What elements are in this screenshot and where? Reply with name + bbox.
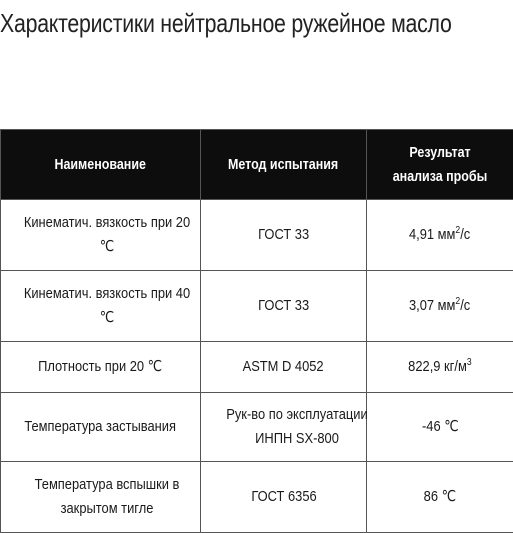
table-row xyxy=(1,271,513,342)
cell-value: 822,9 $кг/м^3$ xyxy=(367,342,513,393)
cell-name: Плотность при 20 ℃ xyxy=(1,342,201,393)
table-row xyxy=(1,200,513,271)
page-title: Характеристики нейтральное ружейное масло xyxy=(0,0,459,46)
table-row xyxy=(1,462,513,533)
header-name: Наименование xyxy=(1,130,201,200)
table-row xyxy=(1,393,513,462)
table-header-row xyxy=(1,130,513,200)
cell-name: Кинематич. вязкость при 20 ℃ xyxy=(1,200,201,271)
cell-method: Рук-во по эксплуатации ИНПН SX-800 xyxy=(201,393,367,462)
cell-value: 86 ℃ xyxy=(367,462,513,533)
cell-value: -46 ℃ xyxy=(367,393,513,462)
cell-method: ГОСТ 6356 xyxy=(201,462,367,533)
cell-method: ГОСТ 33 xyxy=(201,271,367,342)
header-result: Результат анализа пробы xyxy=(367,130,513,200)
cell-name: Температура застывания xyxy=(1,393,201,462)
cell-method: ГОСТ 33 xyxy=(201,200,367,271)
header-method: Метод испытания xyxy=(201,130,367,200)
cell-method: ASTM D 4052 xyxy=(201,342,367,393)
cell-name: Температура вспышки в закрытом тигле xyxy=(1,462,201,533)
cell-value: 4,91 $мм^2/с$ xyxy=(367,200,513,271)
table-row xyxy=(1,342,513,393)
cell-value: 3,07 $мм^2/с$ xyxy=(367,271,513,342)
characteristics-table xyxy=(0,129,513,533)
cell-name: Кинематич. вязкость при 40 ℃ xyxy=(1,271,201,342)
